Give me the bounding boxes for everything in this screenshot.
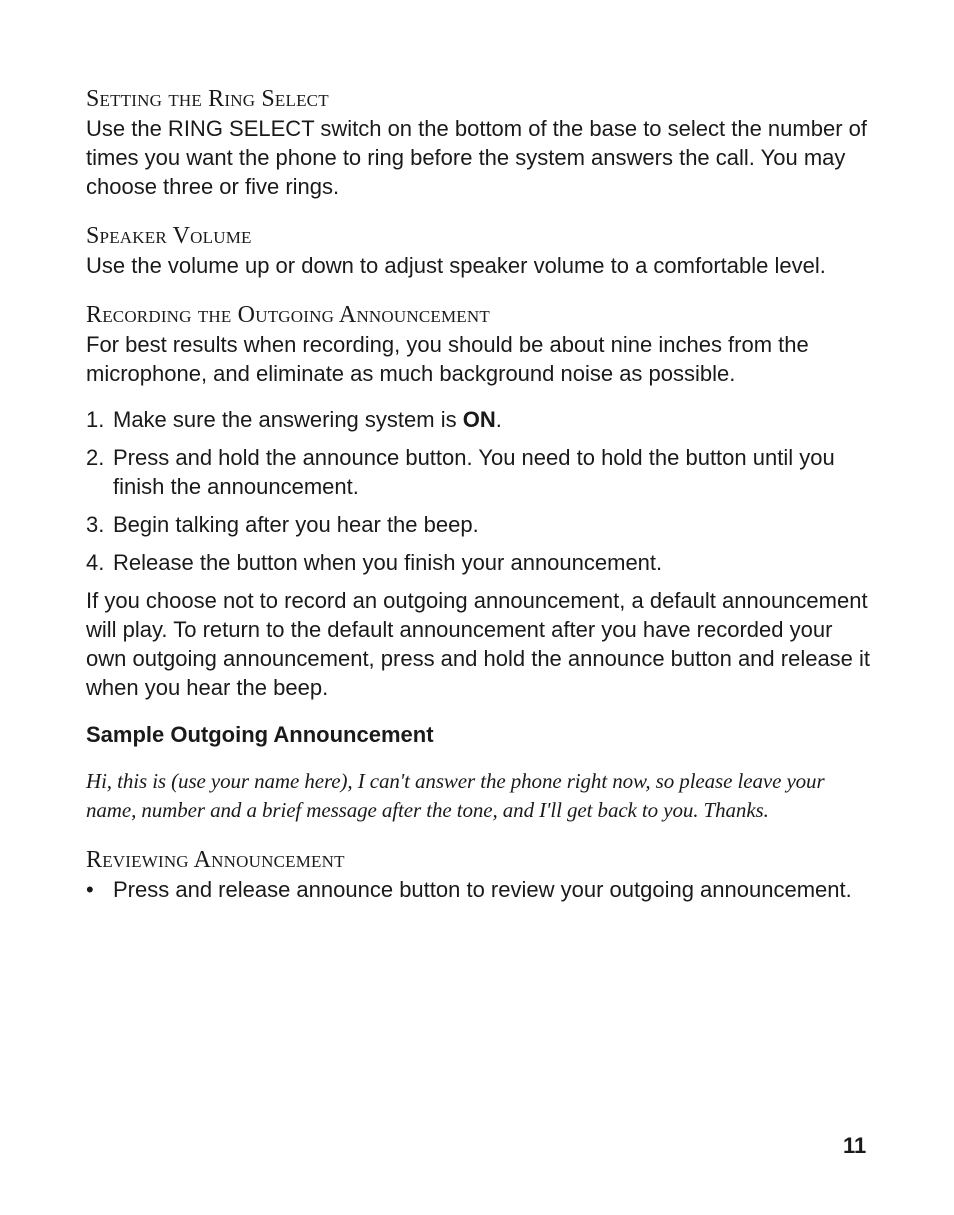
bullet-icon: • (86, 877, 94, 902)
ring-select-body: Use the RING SELECT switch on the bottom of the base to select the number of times you want the phone to ring before the system answers the call. You may choose three or five rings. (86, 116, 867, 199)
list-item (86, 405, 876, 434)
step-emphasis: ON (462, 407, 496, 432)
recording-heading: Recording the Outgoing Announcement (86, 302, 490, 328)
step-text-before: Make sure the answering system is (113, 407, 463, 432)
ring-select-section (86, 84, 876, 201)
list-item (86, 548, 876, 577)
reviewing-heading: Reviewing Announcement (86, 847, 345, 873)
list-item (86, 875, 876, 904)
reviewing-bullets (86, 875, 876, 904)
speaker-volume-section (86, 221, 876, 280)
list-item (86, 510, 876, 539)
step-number: 4. (86, 550, 105, 575)
ring-select-heading: Setting the Ring Select (86, 86, 329, 112)
sample-announcement-text: Hi, this is (use your name here), I can't answer the phone right now, so please leave your name, number and a brief message after the tone, and I'll get back to you. Thanks. (86, 769, 825, 822)
sample-announcement-heading: Sample Outgoing Announcement (86, 722, 434, 747)
step-text: Begin talking after you hear the beep. (113, 512, 479, 537)
recording-steps (86, 405, 876, 577)
recording-intro: For best results when recording, you should be about nine inches from the microphone, and eliminate as much background noise as possible. (86, 332, 809, 386)
recording-section (86, 300, 876, 825)
step-text: Press and hold the announce button. You need to hold the button until you finish the announcement. (113, 445, 835, 499)
speaker-volume-body: Use the volume up or down to adjust speaker volume to a comfortable level. (86, 253, 826, 278)
reviewing-section (86, 845, 876, 904)
step-number: 3. (86, 512, 105, 537)
step-text: Release the button when you finish your announcement. (113, 550, 663, 575)
default-announcement-note: If you choose not to record an outgoing announcement, a default announcement will play. To return to the default announcement after you have recorded your own outgoing announcement, press and hold the announce button and release it when you hear the beep. (86, 588, 871, 700)
step-text (113, 405, 876, 434)
step-number: 2. (86, 445, 105, 470)
step-number: 1. (86, 407, 105, 432)
bullet-text: Press and release announce button to review your outgoing announcement. (113, 877, 852, 902)
list-item (86, 443, 876, 501)
speaker-volume-heading: Speaker Volume (86, 223, 252, 249)
page-number: 11 (843, 1133, 867, 1158)
manual-page (86, 84, 876, 904)
step-text-after: . (495, 407, 502, 432)
